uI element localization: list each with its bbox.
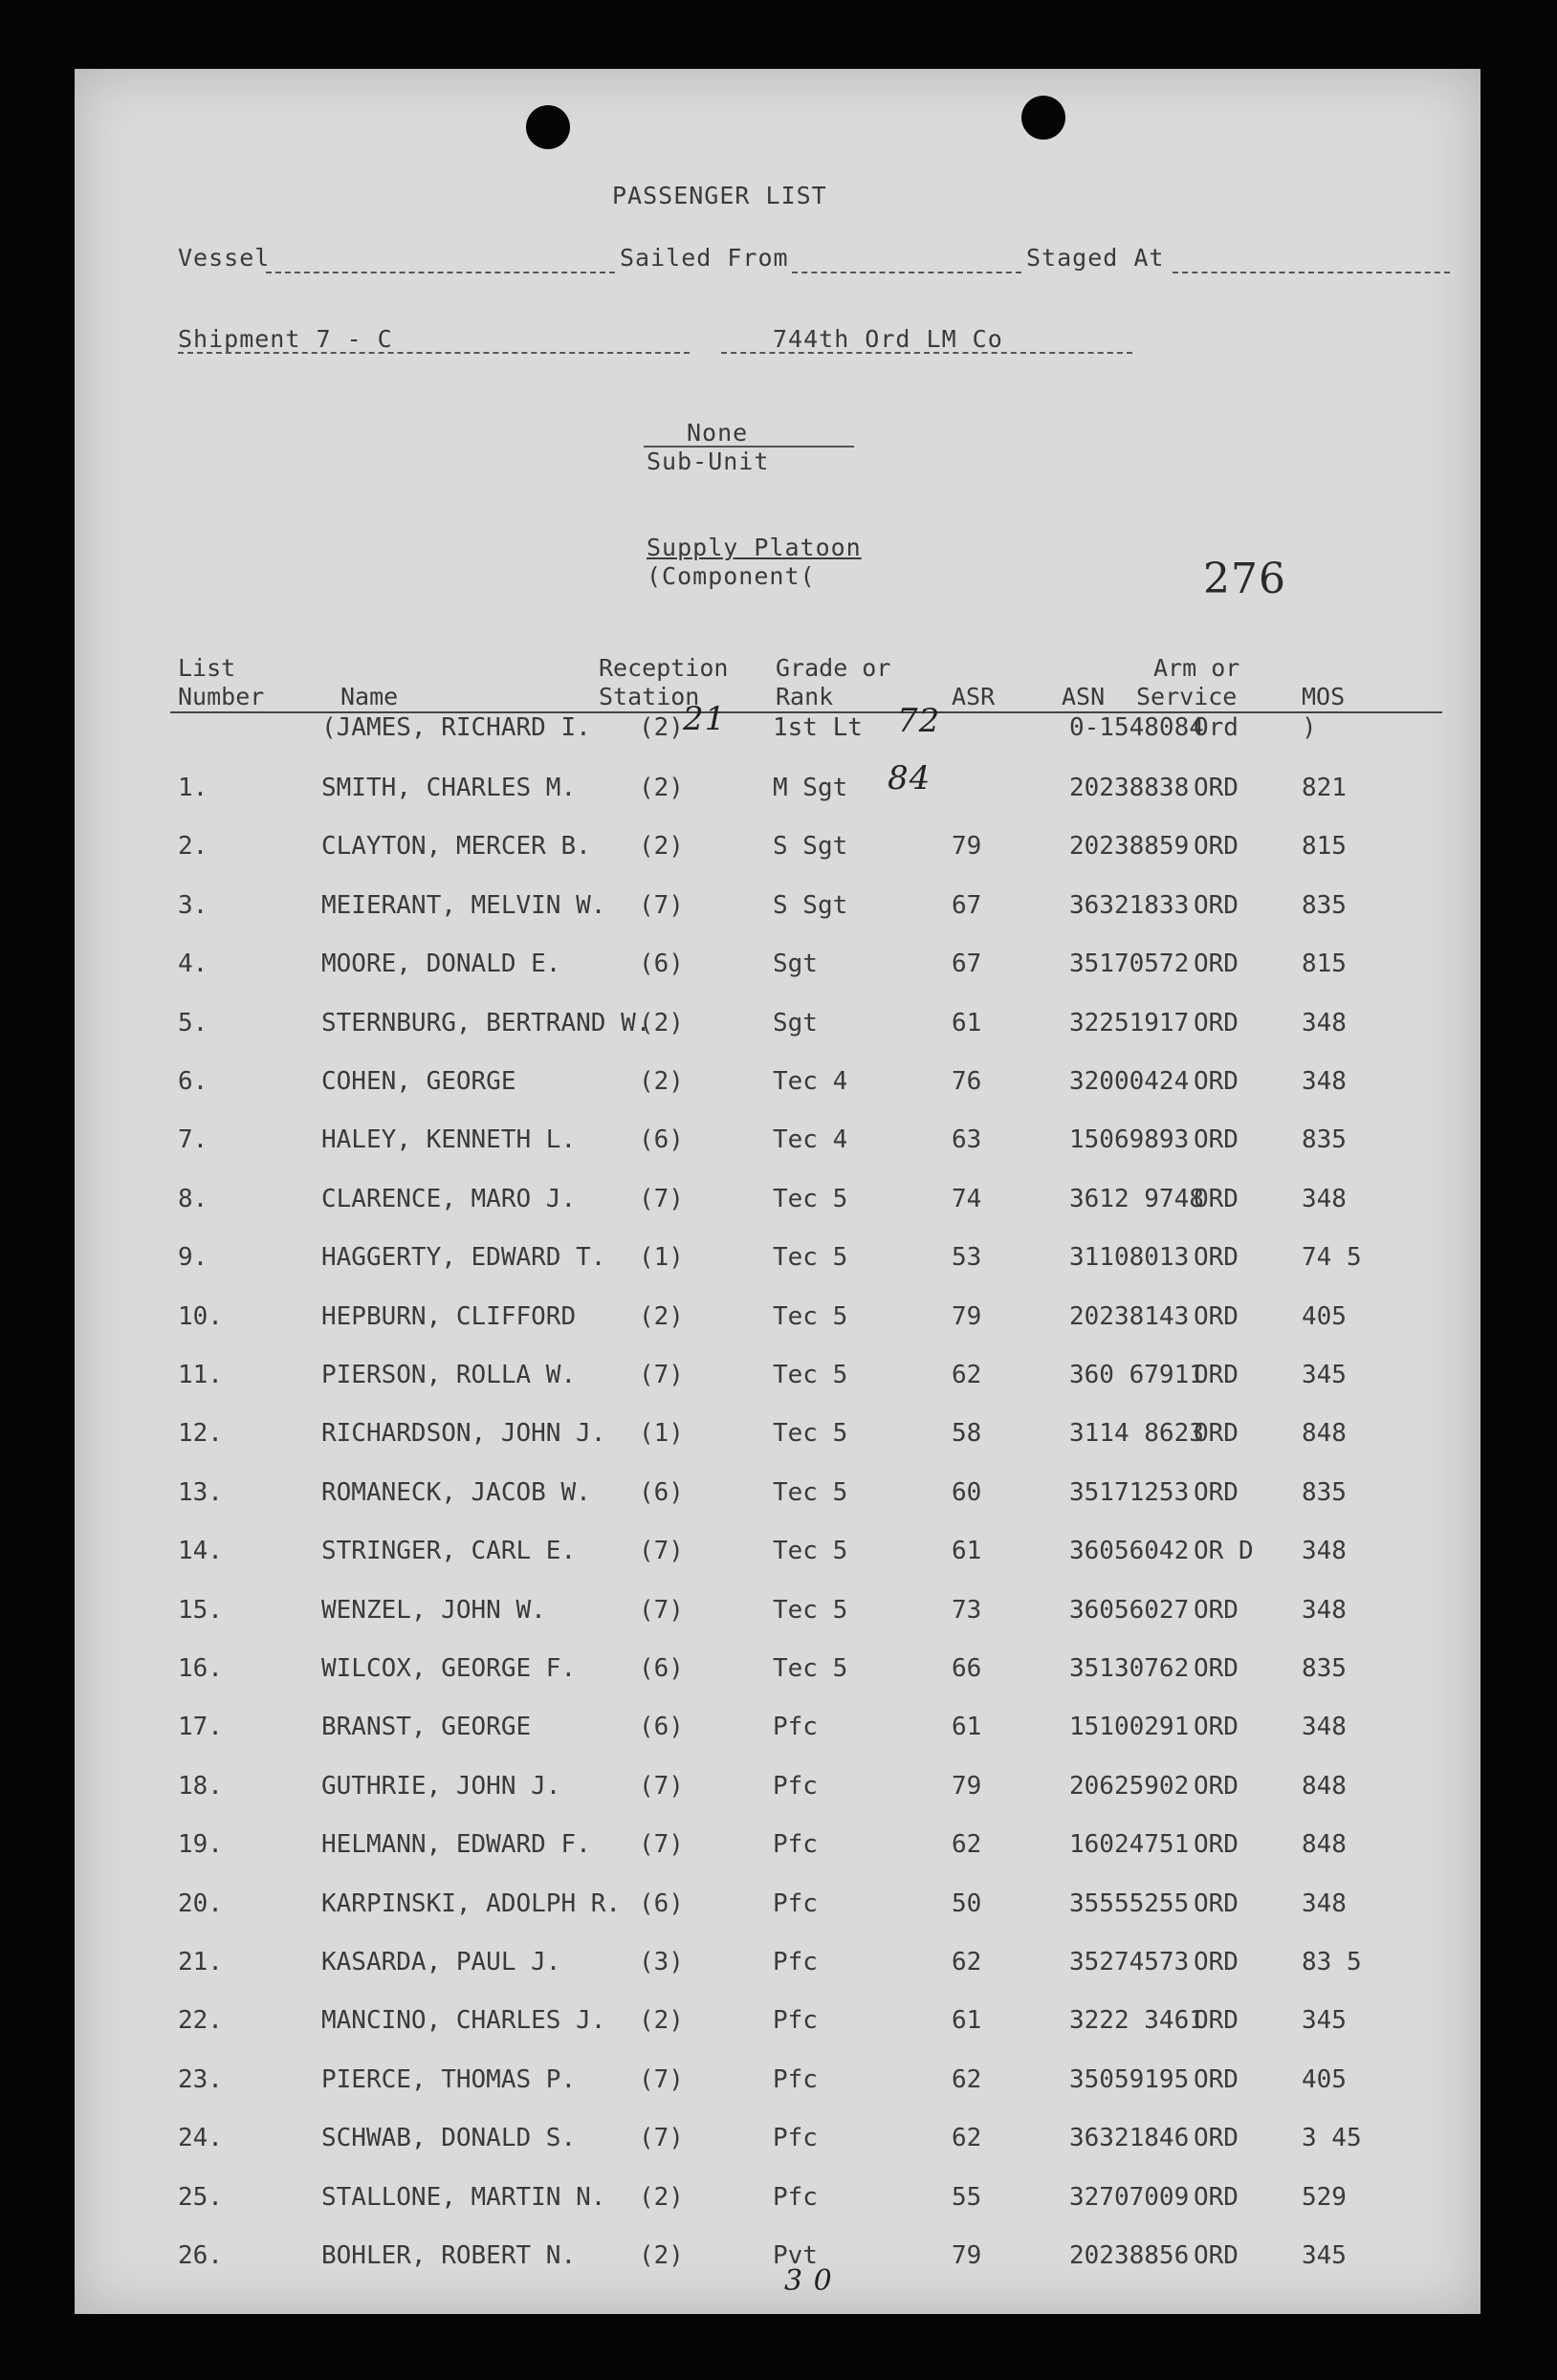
table-row (75, 2006, 1480, 2044)
officer-reception: (2) (639, 713, 684, 742)
reception-station: (7) (639, 1596, 684, 1625)
officer-row (75, 713, 1480, 752)
asn: 20625902 (1069, 1772, 1190, 1801)
asn: 36321846 (1069, 2124, 1190, 2152)
arm-service: ORD (1194, 1185, 1239, 1213)
grade: S Sgt (773, 832, 848, 861)
asn: 32000424 (1069, 1067, 1190, 1096)
grade: Pfc (773, 1713, 818, 1741)
unit-name: 744th Ord LM Co (773, 325, 1003, 353)
arm-service: ORD (1194, 2124, 1239, 2152)
passenger-name: PIERCE, THOMAS P. (321, 2065, 577, 2094)
asr: 79 (952, 1772, 982, 1801)
col-reception-line1: Reception (599, 654, 729, 682)
mos: 348 (1302, 1713, 1347, 1741)
grade: Pfc (773, 1889, 818, 1918)
reception-station: (6) (639, 1713, 684, 1741)
passenger-name: WENZEL, JOHN W. (321, 1596, 546, 1625)
arm-service: ORD (1194, 2183, 1239, 2212)
grade: Pfc (773, 2006, 818, 2035)
handwritten-footer: 3 0 (784, 2264, 833, 2298)
grade: Pfc (773, 1772, 818, 1801)
staged-at-label: Staged At (1026, 244, 1165, 272)
arm-service: ORD (1194, 2241, 1239, 2270)
passenger-name: HAGGERTY, EDWARD T. (321, 1243, 606, 1272)
reception-station: (2) (639, 774, 684, 802)
reception-station: (6) (639, 950, 684, 978)
asn: 36321833 (1069, 891, 1190, 920)
grade: Pfc (773, 2183, 818, 2212)
reception-station: (7) (639, 2124, 684, 2152)
asr: 79 (952, 832, 982, 861)
reception-station: (2) (639, 832, 684, 861)
passenger-name: HELMANN, EDWARD F. (321, 1830, 591, 1859)
table-row (75, 1596, 1480, 1634)
punch-hole-left-icon (526, 105, 570, 149)
staged-at-line (1173, 272, 1450, 273)
reception-station: (7) (639, 1537, 684, 1565)
list-number: 4. (178, 950, 208, 978)
reception-station: (7) (639, 1772, 684, 1801)
arm-service: ORD (1194, 1419, 1239, 1448)
asn: 16024751 (1069, 1830, 1190, 1859)
grade: Tec 5 (773, 1478, 848, 1507)
reception-station: (1) (639, 1243, 684, 1272)
arm-service: ORD (1194, 950, 1239, 978)
arm-service: ORD (1194, 1009, 1239, 1037)
asr: 73 (952, 1596, 982, 1625)
arm-service: ORD (1194, 1125, 1239, 1154)
passenger-name: HEPBURN, CLIFFORD (321, 1302, 577, 1331)
grade: Pfc (773, 1830, 818, 1859)
asr: 67 (952, 891, 982, 920)
grade: Tec 5 (773, 1654, 848, 1683)
asn: 3114 8623 (1069, 1419, 1204, 1448)
reception-station: (2) (639, 2006, 684, 2035)
asn: 32251917 (1069, 1009, 1190, 1037)
table-row (75, 1419, 1480, 1457)
asr: 61 (952, 2006, 982, 2035)
list-number: 3. (178, 891, 208, 920)
mos: 348 (1302, 1537, 1347, 1565)
passenger-name: MOORE, DONALD E. (321, 950, 561, 978)
passenger-name: GUTHRIE, JOHN J. (321, 1772, 561, 1801)
table-row (75, 2183, 1480, 2221)
asn: 36056042 (1069, 1537, 1190, 1565)
passenger-name: KASARDA, PAUL J. (321, 1948, 561, 1976)
mos: 815 (1302, 832, 1347, 861)
grade: Pfc (773, 1948, 818, 1976)
mos: 848 (1302, 1772, 1347, 1801)
mos: 848 (1302, 1419, 1347, 1448)
asr: 76 (952, 1067, 982, 1096)
mos: 348 (1302, 1067, 1347, 1096)
list-number: 18. (178, 1772, 223, 1801)
list-number: 1. (178, 774, 208, 802)
reception-station: (2) (639, 1067, 684, 1096)
sailed-from-line (792, 272, 1021, 273)
table-row (75, 1243, 1480, 1281)
table-row (75, 1185, 1480, 1223)
list-number: 17. (178, 1713, 223, 1741)
list-number: 6. (178, 1067, 208, 1096)
grade: M Sgt (773, 774, 848, 802)
list-number: 8. (178, 1185, 208, 1213)
list-number: 15. (178, 1596, 223, 1625)
passenger-name: CLARENCE, MARO J. (321, 1185, 577, 1213)
asr: 62 (952, 2124, 982, 2152)
passenger-name: COHEN, GEORGE (321, 1067, 516, 1096)
passenger-name: MEIERANT, MELVIN W. (321, 891, 606, 920)
col-mos: MOS (1302, 683, 1346, 710)
shipment-number: Shipment 7 - C (178, 325, 393, 353)
passenger-name: HALEY, KENNETH L. (321, 1125, 577, 1154)
mos: 345 (1302, 2241, 1347, 2270)
reception-station: (2) (639, 2241, 684, 2270)
arm-service: OR D (1194, 1537, 1254, 1565)
asr: 61 (952, 1009, 982, 1037)
table-row (75, 1654, 1480, 1692)
asr: 66 (952, 1654, 982, 1683)
passenger-name: KARPINSKI, ADOLPH R. (321, 1889, 622, 1918)
asn: 3222 3461 (1069, 2006, 1204, 2035)
passenger-name: WILCOX, GEORGE F. (321, 1654, 577, 1683)
col-reception-line2: Station (599, 683, 700, 710)
passenger-name: STRINGER, CARL E. (321, 1537, 577, 1565)
reception-station: (6) (639, 1889, 684, 1918)
asr: 55 (952, 2183, 982, 2212)
reception-station: (7) (639, 1361, 684, 1389)
asn: 35059195 (1069, 2065, 1190, 2094)
arm-service: ORD (1194, 1889, 1239, 1918)
component-label: (Component( (647, 562, 816, 590)
asr: 62 (952, 1361, 982, 1389)
grade: Tec 5 (773, 1185, 848, 1213)
table-row (75, 2124, 1480, 2162)
asr: 62 (952, 2065, 982, 2094)
reception-station: (2) (639, 1009, 684, 1037)
reception-station: (7) (639, 1185, 684, 1213)
mos: 405 (1302, 1302, 1347, 1331)
list-number: 2. (178, 832, 208, 861)
handwritten-officer-reception: 21 (683, 700, 727, 738)
table-row (75, 950, 1480, 988)
col-grade-line1: Grade or (776, 654, 891, 682)
reception-station: (6) (639, 1654, 684, 1683)
passenger-name: SMITH, CHARLES M. (321, 774, 577, 802)
arm-service: ORD (1194, 1713, 1239, 1741)
passenger-name: CLAYTON, MERCER B. (321, 832, 591, 861)
mos: 345 (1302, 1361, 1347, 1389)
list-number: 7. (178, 1125, 208, 1154)
list-number: 11. (178, 1361, 223, 1389)
asr: 62 (952, 1948, 982, 1976)
reception-station: (2) (639, 1302, 684, 1331)
table-row (75, 1713, 1480, 1751)
asn: 360 67911 (1069, 1361, 1204, 1389)
asr: 74 (952, 1185, 982, 1213)
passenger-name: PIERSON, ROLLA W. (321, 1361, 577, 1389)
grade: Tec 4 (773, 1125, 848, 1154)
arm-service: ORD (1194, 1772, 1239, 1801)
asn: 20238859 (1069, 832, 1190, 861)
list-number: 9. (178, 1243, 208, 1272)
mos: 74 5 (1302, 1243, 1362, 1272)
mos: 815 (1302, 950, 1347, 978)
mos: 529 (1302, 2183, 1347, 2212)
mos: 835 (1302, 1125, 1347, 1154)
table-row (75, 891, 1480, 929)
mos: 348 (1302, 1009, 1347, 1037)
table-row (75, 1830, 1480, 1868)
table-row (75, 1067, 1480, 1105)
mos: 348 (1302, 1889, 1347, 1918)
grade: Tec 5 (773, 1537, 848, 1565)
table-row (75, 774, 1480, 812)
asr: 62 (952, 1830, 982, 1859)
col-list-number-line1: List (178, 654, 236, 682)
list-number: 19. (178, 1830, 223, 1859)
asr: 53 (952, 1243, 982, 1272)
col-list-number-line2: Number (178, 683, 265, 710)
list-number: 13. (178, 1478, 223, 1507)
grade: Tec 5 (773, 1361, 848, 1389)
mos: 848 (1302, 1830, 1347, 1859)
subunit-value: None (687, 419, 749, 447)
handwritten-row1-asr: 84 (888, 759, 932, 797)
asn: 35274573 (1069, 1948, 1190, 1976)
passenger-name: RICHARDSON, JOHN J. (321, 1419, 606, 1448)
mos: 348 (1302, 1185, 1347, 1213)
table-row (75, 1361, 1480, 1399)
list-number: 5. (178, 1009, 208, 1037)
grade: S Sgt (773, 891, 848, 920)
col-asn: ASN (1062, 683, 1106, 710)
officer-asn: 0-1548084 (1069, 713, 1204, 742)
grade: Pfc (773, 2065, 818, 2094)
arm-service: ORD (1194, 1067, 1239, 1096)
arm-service: ORD (1194, 1596, 1239, 1625)
reception-station: (6) (639, 1478, 684, 1507)
arm-service: ORD (1194, 1478, 1239, 1507)
asr: 50 (952, 1889, 982, 1918)
sailed-from-label: Sailed From (620, 244, 789, 272)
list-number: 26. (178, 2241, 223, 2270)
asr: 61 (952, 1537, 982, 1565)
asr: 61 (952, 1713, 982, 1741)
vessel-line (266, 272, 615, 273)
grade: Pfc (773, 2124, 818, 2152)
document-title: PASSENGER LIST (612, 182, 827, 209)
table-row (75, 2241, 1480, 2280)
sheet-number: 276 (1203, 555, 1286, 603)
table-row (75, 1948, 1480, 1986)
officer-arm: Ord (1194, 713, 1239, 742)
mos: 345 (1302, 2006, 1347, 2035)
passenger-name: BOHLER, ROBERT N. (321, 2241, 577, 2270)
mos: 835 (1302, 1654, 1347, 1683)
arm-service: ORD (1194, 1243, 1239, 1272)
officer-name: (JAMES, RICHARD I. (321, 713, 591, 742)
reception-station: (2) (639, 2183, 684, 2212)
mos: 3 45 (1302, 2124, 1362, 2152)
asn: 31108013 (1069, 1243, 1190, 1272)
asr: 67 (952, 950, 982, 978)
list-number: 21. (178, 1948, 223, 1976)
asn: 35170572 (1069, 950, 1190, 978)
asn: 3612 9748 (1069, 1185, 1204, 1213)
table-row (75, 1009, 1480, 1047)
asr: 63 (952, 1125, 982, 1154)
reception-station: (7) (639, 1830, 684, 1859)
passenger-name: BRANST, GEORGE (321, 1713, 532, 1741)
list-number: 12. (178, 1419, 223, 1448)
reception-station: (3) (639, 1948, 684, 1976)
reception-station: (1) (639, 1419, 684, 1448)
col-asr: ASR (952, 683, 996, 710)
passenger-name: MANCINO, CHARLES J. (321, 2006, 606, 2035)
reception-station: (7) (639, 2065, 684, 2094)
table-row (75, 1478, 1480, 1517)
col-grade-line2: Rank (776, 683, 834, 710)
col-arm-line1: Arm or (1153, 654, 1240, 682)
asn: 35130762 (1069, 1654, 1190, 1683)
table-row (75, 1537, 1480, 1575)
document-page (75, 69, 1480, 2314)
list-number: 20. (178, 1889, 223, 1918)
vessel-label: Vessel (178, 244, 271, 272)
grade: Sgt (773, 1009, 818, 1037)
table-row (75, 832, 1480, 870)
handwritten-officer-asr: 72 (897, 702, 941, 740)
list-number: 22. (178, 2006, 223, 2035)
asn: 35171253 (1069, 1478, 1190, 1507)
arm-service: ORD (1194, 1654, 1239, 1683)
passenger-name: ROMANECK, JACOB W. (321, 1478, 591, 1507)
table-row (75, 1302, 1480, 1341)
reception-station: (6) (639, 1125, 684, 1154)
asr: 60 (952, 1478, 982, 1507)
col-name: Name (340, 683, 399, 710)
mos: 835 (1302, 891, 1347, 920)
passenger-name: SCHWAB, DONALD S. (321, 2124, 577, 2152)
mos: 348 (1302, 1596, 1347, 1625)
arm-service: ORD (1194, 1361, 1239, 1389)
table-row (75, 2065, 1480, 2104)
asn: 15069893 (1069, 1125, 1190, 1154)
arm-service: ORD (1194, 2065, 1239, 2094)
col-arm-line2: Service (1136, 683, 1238, 710)
mos: 405 (1302, 2065, 1347, 2094)
punch-hole-right-icon (1021, 96, 1065, 140)
table-row (75, 1772, 1480, 1810)
shipment-line (178, 352, 690, 354)
asn: 32707009 (1069, 2183, 1190, 2212)
arm-service: ORD (1194, 2006, 1239, 2035)
table-row (75, 1889, 1480, 1928)
arm-service: ORD (1194, 1948, 1239, 1976)
officer-grade: 1st Lt (773, 713, 863, 742)
asn: 20238838 (1069, 774, 1190, 802)
arm-service: ORD (1194, 774, 1239, 802)
asn: 20238856 (1069, 2241, 1190, 2270)
grade: Tec 4 (773, 1067, 848, 1096)
grade: Tec 5 (773, 1243, 848, 1272)
grade: Pvt (773, 2241, 818, 2270)
grade: Sgt (773, 950, 818, 978)
unit-line (721, 352, 1132, 354)
list-number: 25. (178, 2183, 223, 2212)
asn: 36056027 (1069, 1596, 1190, 1625)
passenger-name: STALLONE, MARTIN N. (321, 2183, 606, 2212)
grade: Tec 5 (773, 1302, 848, 1331)
passenger-name: STERNBURG, BERTRAND W. (321, 1009, 651, 1037)
asr: 79 (952, 1302, 982, 1331)
list-number: 24. (178, 2124, 223, 2152)
list-number: 16. (178, 1654, 223, 1683)
arm-service: ORD (1194, 1830, 1239, 1859)
asr: 58 (952, 1419, 982, 1448)
mos: 835 (1302, 1478, 1347, 1507)
asn: 15100291 (1069, 1713, 1190, 1741)
asn: 20238143 (1069, 1302, 1190, 1331)
list-number: 10. (178, 1302, 223, 1331)
arm-service: ORD (1194, 891, 1239, 920)
table-row (75, 1125, 1480, 1164)
mos: 83 5 (1302, 1948, 1362, 1976)
grade: Tec 5 (773, 1419, 848, 1448)
grade: Tec 5 (773, 1596, 848, 1625)
asr: 79 (952, 2241, 982, 2270)
mos: 821 (1302, 774, 1347, 802)
arm-service: ORD (1194, 1302, 1239, 1331)
list-number: 14. (178, 1537, 223, 1565)
subunit-label: Sub-Unit (647, 448, 770, 475)
reception-station: (7) (639, 891, 684, 920)
list-number: 23. (178, 2065, 223, 2094)
arm-service: ORD (1194, 832, 1239, 861)
officer-mos: ) (1302, 713, 1317, 742)
asn: 35555255 (1069, 1889, 1190, 1918)
component-value: Supply Platoon (647, 534, 862, 561)
